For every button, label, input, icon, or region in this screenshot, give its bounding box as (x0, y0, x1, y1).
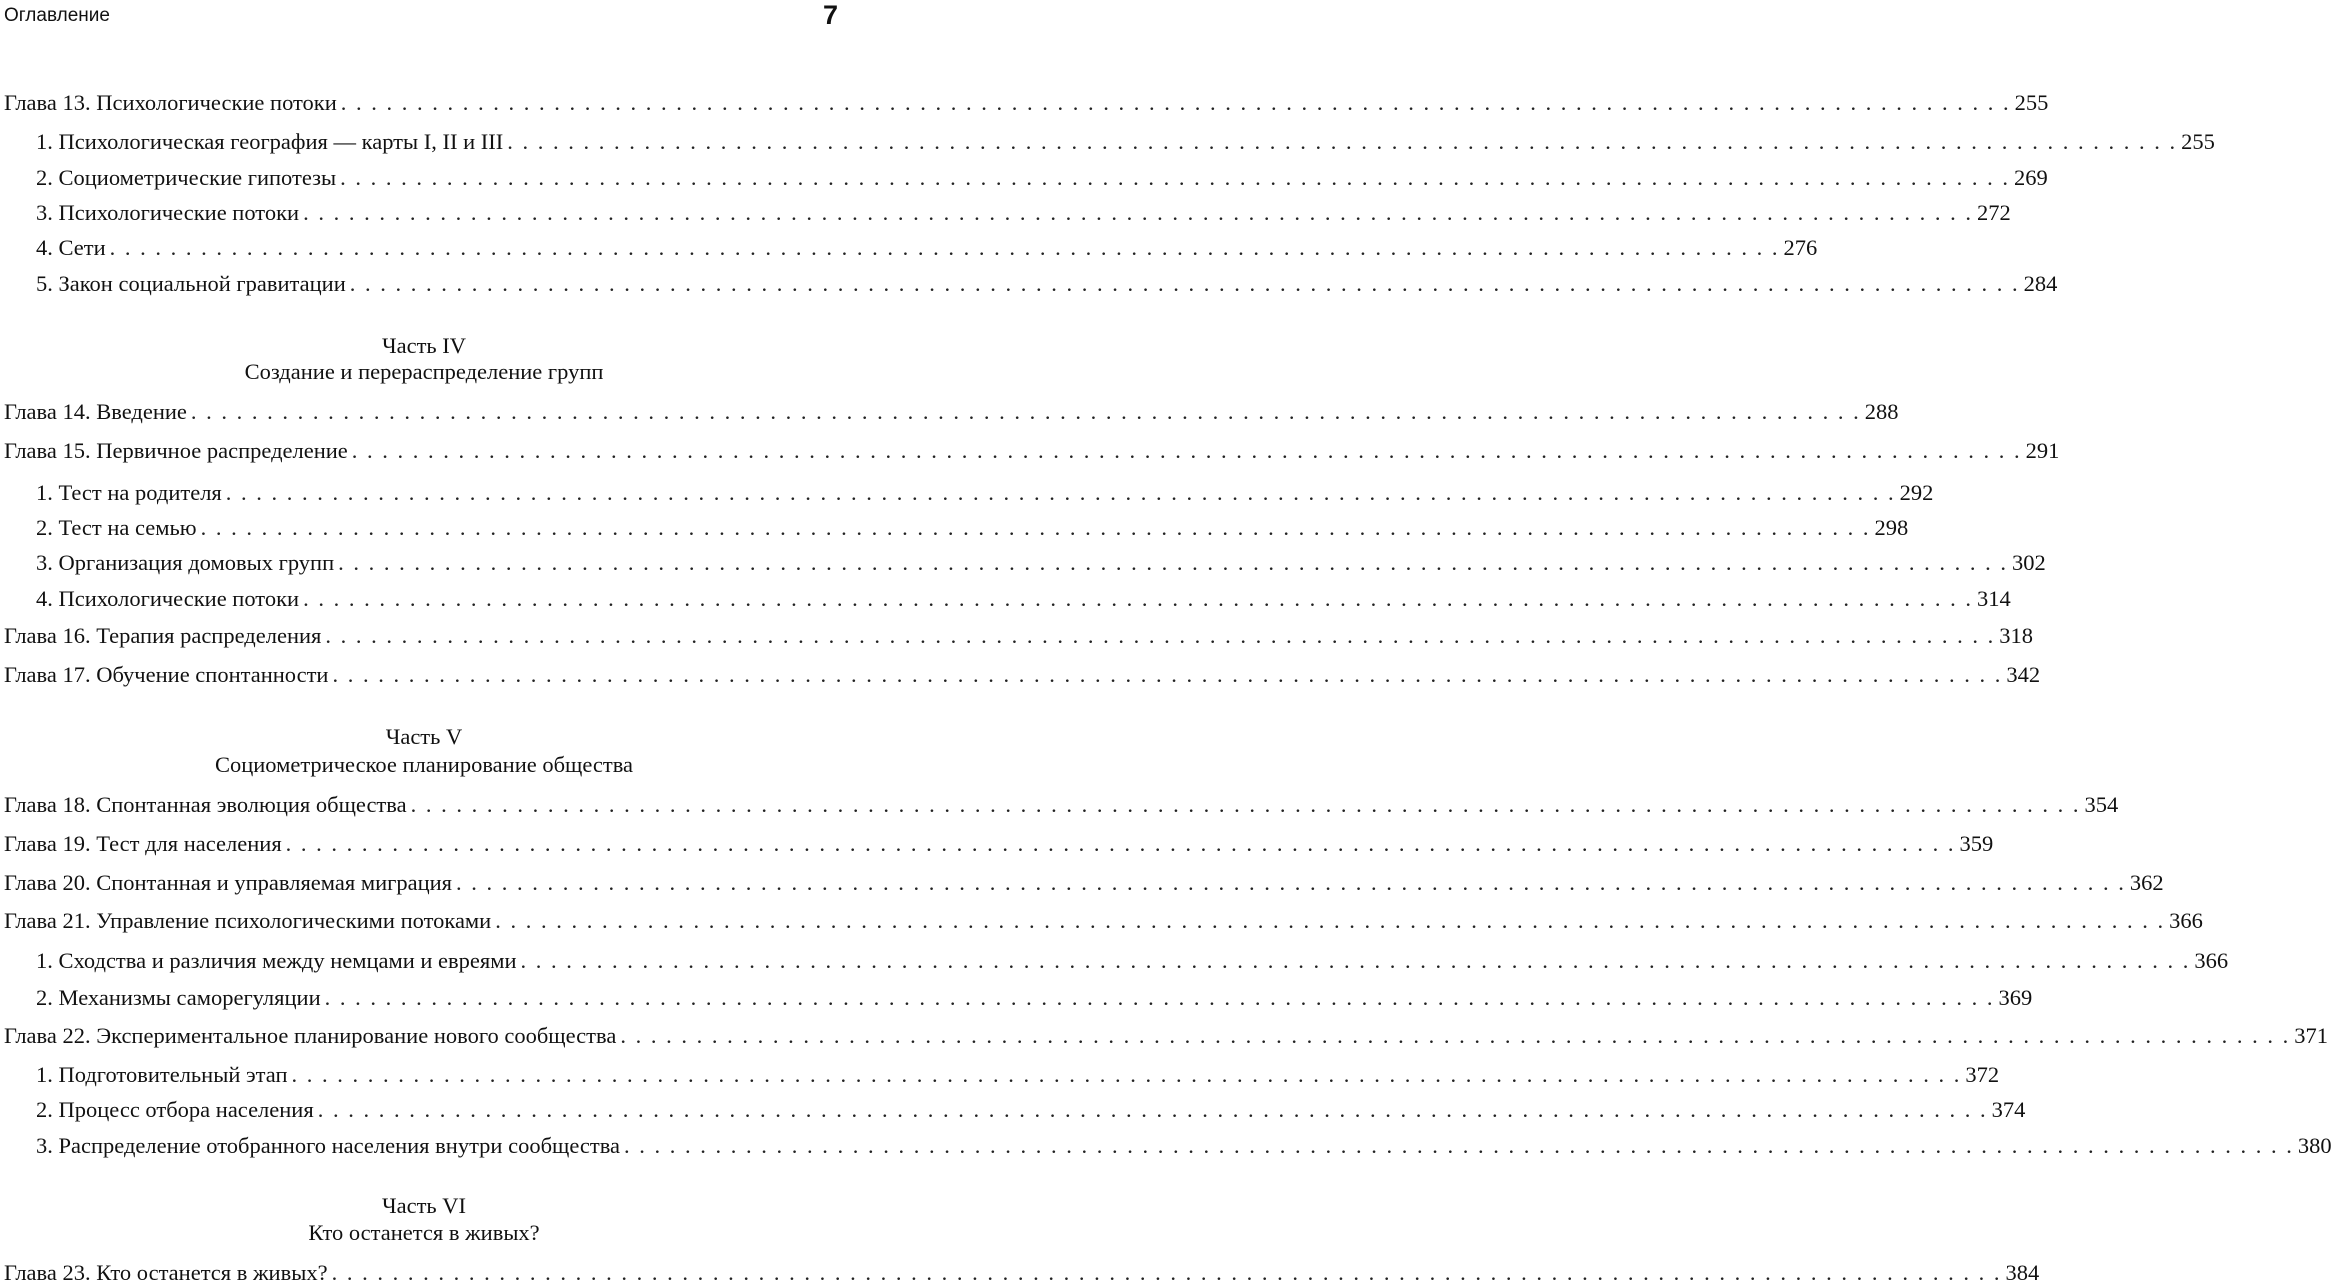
toc-entry-page: 354 (2084, 792, 2119, 817)
toc-entry-page: 318 (1999, 623, 2033, 648)
toc-leader-dots (507, 127, 2177, 157)
toc-entry-title: Глава 16. Терапия распределения (4, 623, 322, 648)
toc-entry-chapter-19[interactable] (4, 829, 1994, 859)
toc-entry-chapter-18[interactable] (4, 790, 2119, 820)
toc-entry-section[interactable] (36, 1131, 2332, 1161)
toc-entry-page: 359 (1959, 831, 1994, 856)
running-header-title: Оглавление (4, 5, 110, 26)
toc-entry-title: 4. Сети (36, 235, 106, 260)
part-title: Социометрическое планирование общества (214, 752, 634, 777)
toc-leader-dots (352, 436, 2022, 466)
toc-leader-dots (624, 1131, 2294, 1161)
toc-entry-section[interactable] (36, 513, 1909, 543)
toc-entry-page: 380 (2297, 1133, 2332, 1158)
toc-entry-title: Глава 15. Первичное распределение (4, 438, 348, 463)
toc-entry-title: Глава 21. Управление психологическими потоками (4, 908, 492, 933)
toc-leader-dots (325, 983, 1995, 1013)
toc-entry-title: 2. Тест на семью (36, 515, 197, 540)
toc-entry-section[interactable] (36, 127, 2215, 157)
toc-entry-title: 3. Психологические потоки (36, 200, 300, 225)
toc-entry-section[interactable] (36, 478, 1934, 508)
toc-leader-dots (303, 198, 1973, 228)
toc-entry-chapter-20[interactable] (4, 868, 2164, 898)
toc-entry-title: 3. Распределение отобранного населения внутри сообщества (36, 1133, 621, 1158)
toc-entry-title: 4. Психологические потоки (36, 586, 300, 611)
toc-entry-title: Глава 22. Экспериментальное планирование нового сообщества (4, 1023, 617, 1048)
toc-entry-section[interactable] (36, 584, 2011, 614)
toc-entry-title: 2. Процесс отбора населения (36, 1097, 314, 1122)
toc-leader-dots (110, 233, 1780, 263)
toc-entry-section[interactable] (36, 946, 2229, 976)
toc-leader-dots (286, 829, 1956, 859)
toc-entry-title: Глава 14. Введение (4, 399, 187, 424)
toc-entry-page: 342 (2006, 662, 2041, 687)
toc-entry-title: 1. Психологическая география — карты I, II и III (36, 129, 504, 154)
toc-entry-section[interactable] (36, 1095, 2026, 1125)
toc-entry-page: 366 (2169, 908, 2203, 933)
page-number: 7 (822, 0, 838, 30)
toc-leader-dots (495, 906, 2165, 936)
toc-entry-chapter-15[interactable] (4, 436, 2060, 466)
toc-leader-dots (191, 397, 1861, 427)
toc-entry-page: 374 (1991, 1097, 2026, 1122)
toc-entry-page: 314 (1976, 586, 2011, 611)
toc-entry-page: 255 (2014, 90, 2049, 115)
toc-leader-dots (350, 269, 2020, 299)
toc-entry-page: 371 (2294, 1023, 2328, 1048)
toc-leader-dots (411, 790, 2081, 820)
toc-entry-section[interactable] (36, 163, 2048, 193)
toc-entry-page: 369 (1998, 985, 2033, 1010)
part-title: Кто останется в живых? (308, 1220, 540, 1245)
toc-entry-title: 1. Тест на родителя (36, 480, 222, 505)
toc-entry-title: Глава 17. Обучение спонтанности (4, 662, 329, 687)
toc-entry-page: 384 (2005, 1260, 2040, 1285)
toc-entry-title: 2. Социометрические гипотезы (36, 165, 337, 190)
toc-entry-title: 1. Подготовительный этап (36, 1062, 288, 1087)
toc-entry-chapter-13[interactable] (4, 88, 2049, 118)
toc-entry-title: 1. Сходства и различия между немцами и евреями (36, 948, 517, 973)
toc-entry-chapter-16[interactable] (4, 621, 2033, 651)
toc-entry-page: 288 (1864, 399, 1899, 424)
part-label: Часть V (385, 724, 463, 749)
toc-entry-page: 302 (2012, 550, 2046, 575)
part-label: Часть VI (381, 1193, 467, 1218)
toc-leader-dots (226, 478, 1896, 508)
toc-entry-title: 5. Закон социальной гравитации (36, 271, 346, 296)
toc-entry-chapter-22[interactable] (4, 1021, 2328, 1051)
toc-entry-chapter-14[interactable] (4, 397, 1899, 427)
toc-leader-dots (318, 1095, 1988, 1125)
toc-entry-title: Глава 13. Психологические потоки (4, 90, 337, 115)
toc-entry-page: 372 (1965, 1062, 2000, 1087)
toc-entry-title: 3. Организация домовых групп (36, 550, 335, 575)
toc-entry-title: Глава 20. Спонтанная и управляемая миграция (4, 870, 453, 895)
toc-leader-dots (332, 1258, 2002, 1288)
toc-entry-page: 276 (1783, 235, 1818, 260)
part-title: Создание и перераспределение групп (244, 359, 604, 384)
toc-leader-dots (303, 584, 1973, 614)
toc-entry-page: 298 (1874, 515, 1909, 540)
toc-entry-title: 2. Механизмы саморегуляции (36, 985, 321, 1010)
toc-entry-chapter-23[interactable] (4, 1258, 2040, 1288)
toc-entry-page: 255 (2181, 129, 2215, 154)
toc-entry-section[interactable] (36, 269, 2058, 299)
toc-entry-page: 284 (2023, 271, 2058, 296)
toc-entry-section[interactable] (36, 198, 2011, 228)
toc-leader-dots (292, 1060, 1962, 1090)
toc-leader-dots (521, 946, 2191, 976)
toc-entry-chapter-21[interactable] (4, 906, 2203, 936)
toc-leader-dots (325, 621, 1995, 651)
toc-entry-section[interactable] (36, 548, 2046, 578)
toc-leader-dots (456, 868, 2126, 898)
toc-leader-dots (338, 548, 2008, 578)
toc-leader-dots (332, 660, 2002, 690)
toc-leader-dots (341, 88, 2011, 118)
toc-entry-section[interactable] (36, 1060, 2000, 1090)
part-label: Часть IV (381, 333, 467, 358)
toc-entry-page: 272 (1976, 200, 2011, 225)
toc-entry-chapter-17[interactable] (4, 660, 2041, 690)
toc-entry-section[interactable] (36, 233, 1818, 263)
toc-entry-title: Глава 23. Кто останется в живых? (4, 1260, 328, 1285)
toc-entry-page: 269 (2013, 165, 2048, 190)
toc-entry-title: Глава 19. Тест для населения (4, 831, 282, 856)
toc-entry-title: Глава 18. Спонтанная эволюция общества (4, 792, 407, 817)
toc-entry-page: 366 (2194, 948, 2229, 973)
toc-entry-page: 291 (2025, 438, 2060, 463)
toc-leader-dots (201, 513, 1871, 543)
toc-entry-section[interactable] (36, 983, 2033, 1013)
toc-entry-page: 362 (2129, 870, 2164, 895)
toc-entry-page: 292 (1899, 480, 1934, 505)
toc-leader-dots (340, 163, 2010, 193)
toc-leader-dots (620, 1021, 2290, 1051)
